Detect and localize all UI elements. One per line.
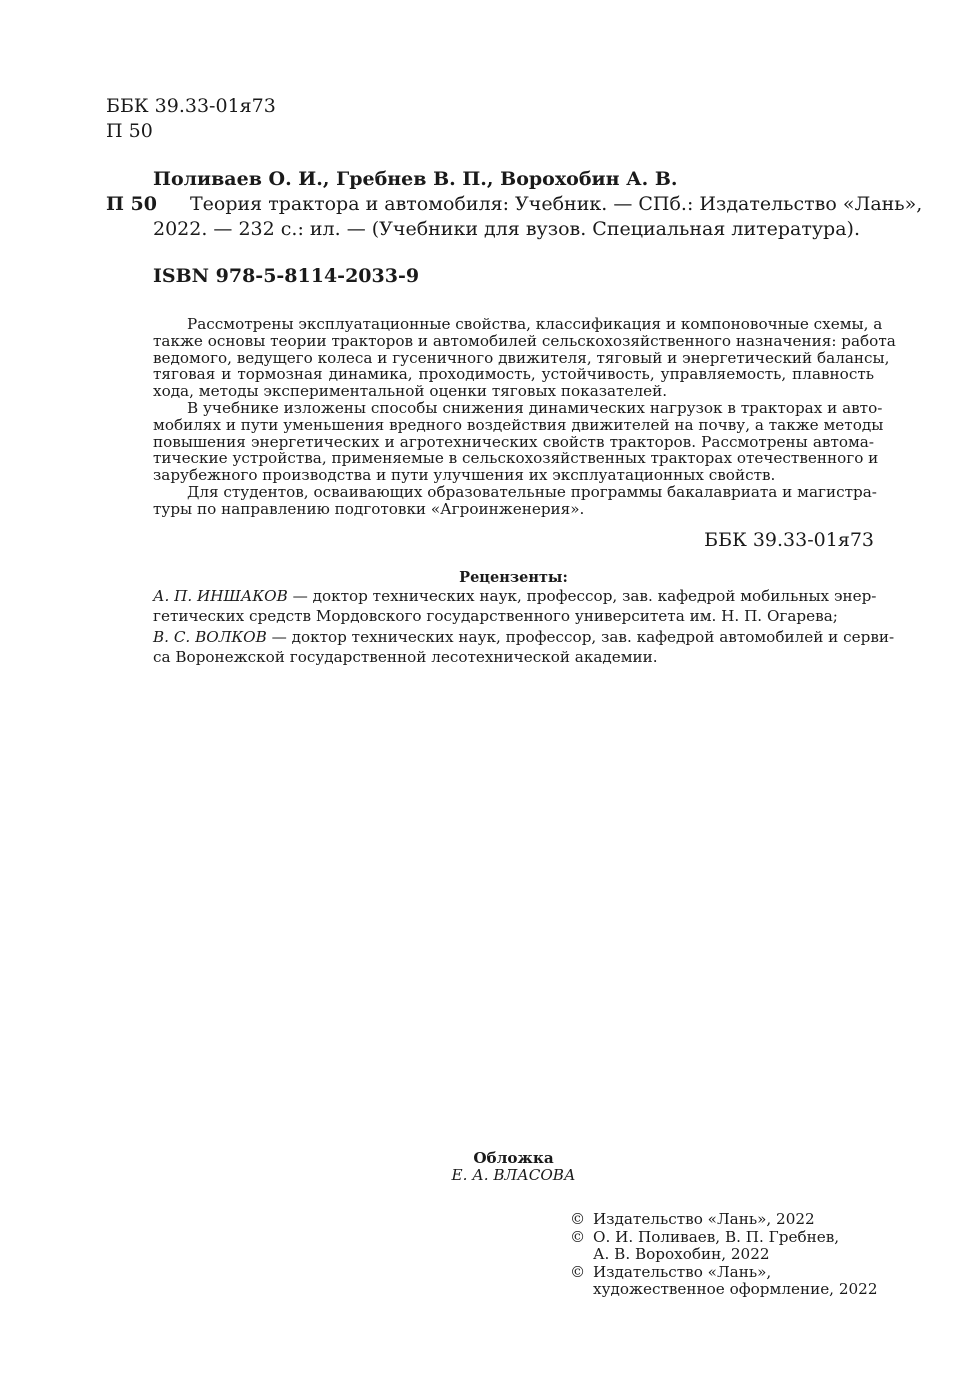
reviewer-1-name: А. П. ИНШАКОВ	[153, 587, 288, 605]
bbk-code: ББК 39.33-01я73	[106, 95, 276, 117]
copyright-row	[570, 1264, 878, 1282]
copyright-text: А. В. Ворохобин, 2022	[593, 1245, 770, 1263]
record-title-line: 2022. — 232 с.: ил. — (Учебники для вузов. Специальная литература).	[153, 218, 860, 240]
annotation-line: также основы теории тракторов и автомобилей сельскохозяйственного назначения: работа	[153, 331, 896, 350]
author-mark: П 50	[106, 120, 153, 142]
reviewer-1-desc: — доктор технических наук, профессор, зав. кафедрой мобильных энер-	[287, 587, 877, 605]
annotation-line: повышения энергетических и агротехнических свойств тракторов. Рассмотрены автома-	[153, 432, 874, 451]
annotation-line: тические устройства, применяемые в сельскохозяйственных тракторах отечественного и	[153, 449, 879, 468]
copyright-row	[570, 1211, 878, 1229]
cover-title: Обложка	[473, 1149, 554, 1167]
annotation	[153, 315, 896, 518]
record-author-mark: П 50	[106, 193, 157, 215]
annotation-line: Для студентов, осваивающих образовательные программы бакалавриата и магистра-	[187, 482, 877, 501]
annotation-line: хода, методы экспериментальной оценки тяговых показателей.	[153, 382, 668, 401]
annotation-line: Рассмотрены эксплуатационные свойства, классификация и компоновочные схемы, а	[187, 315, 883, 333]
reviewer-1-line	[153, 586, 877, 606]
copyright-icon: ©	[570, 1227, 586, 1246]
reviewers-heading: Рецензенты:	[459, 569, 568, 586]
isbn: ISBN 978-5-8114-2033-9	[153, 265, 420, 287]
annotation-line: тяговая и тормозная динамика, проходимость, устойчивость, управляемость, плавность	[153, 365, 874, 384]
reviewer-2-name: В. С. ВОЛКОВ	[153, 627, 267, 646]
reviewer-2-line: са Воронежской государственной лесотехнической академии.	[153, 648, 658, 667]
annotation-bbk-code: ББК 39.33-01я73	[704, 529, 874, 551]
copyright-icon: ©	[570, 1262, 586, 1281]
copyright-row	[570, 1246, 878, 1264]
authors: Поливаев О. И., Гребнев В. П., Ворохобин А. В.	[153, 168, 678, 190]
annotation-line: туры по направлению подготовки «Агроинженерия».	[153, 499, 585, 518]
copyright-text: художественное оформление, 2022	[593, 1280, 878, 1298]
cover-designer: Е. А. ВЛАСОВА	[451, 1166, 576, 1184]
cover-credits	[153, 1150, 874, 1184]
annotation-line: ведомого, ведущего колеса и гусеничного движителя, тяговый и энергетический балансы,	[153, 348, 890, 367]
bibliographic-description	[153, 192, 923, 242]
reviewer-2-line	[153, 627, 895, 647]
record-title-line: Теория трактора и автомобиля: Учебник. — СПб.: Издательство «Лань»,	[190, 193, 923, 215]
copyright-block	[570, 1211, 878, 1299]
copyright-text: Издательство «Лань», 2022	[593, 1210, 815, 1228]
annotation-line: В учебнике изложены способы снижения динамических нагрузок в тракторах и авто-	[187, 398, 883, 417]
reviewer-2-desc: — доктор технических наук, профессор, зав. кафедрой автомобилей и серви-	[266, 627, 895, 646]
reviewer-1-line: гетических средств Мордовского государственного университета им. Н. П. Огарева;	[153, 607, 838, 626]
copyright-text: О. И. Поливаев, В. П. Гребнев,	[593, 1227, 840, 1246]
copyright-text: Издательство «Лань»,	[593, 1262, 772, 1281]
annotation-line: мобилях и пути уменьшения вредного воздействия движителей на почву, а также методы	[153, 415, 884, 434]
copyright-row	[570, 1281, 878, 1299]
copyright-row	[570, 1229, 878, 1247]
copyright-icon: ©	[570, 1210, 586, 1228]
classification-codes	[106, 94, 276, 144]
annotation-line: зарубежного производства и пути улучшения их эксплуатационных свойств.	[153, 466, 776, 485]
reviewers-list	[153, 586, 895, 668]
